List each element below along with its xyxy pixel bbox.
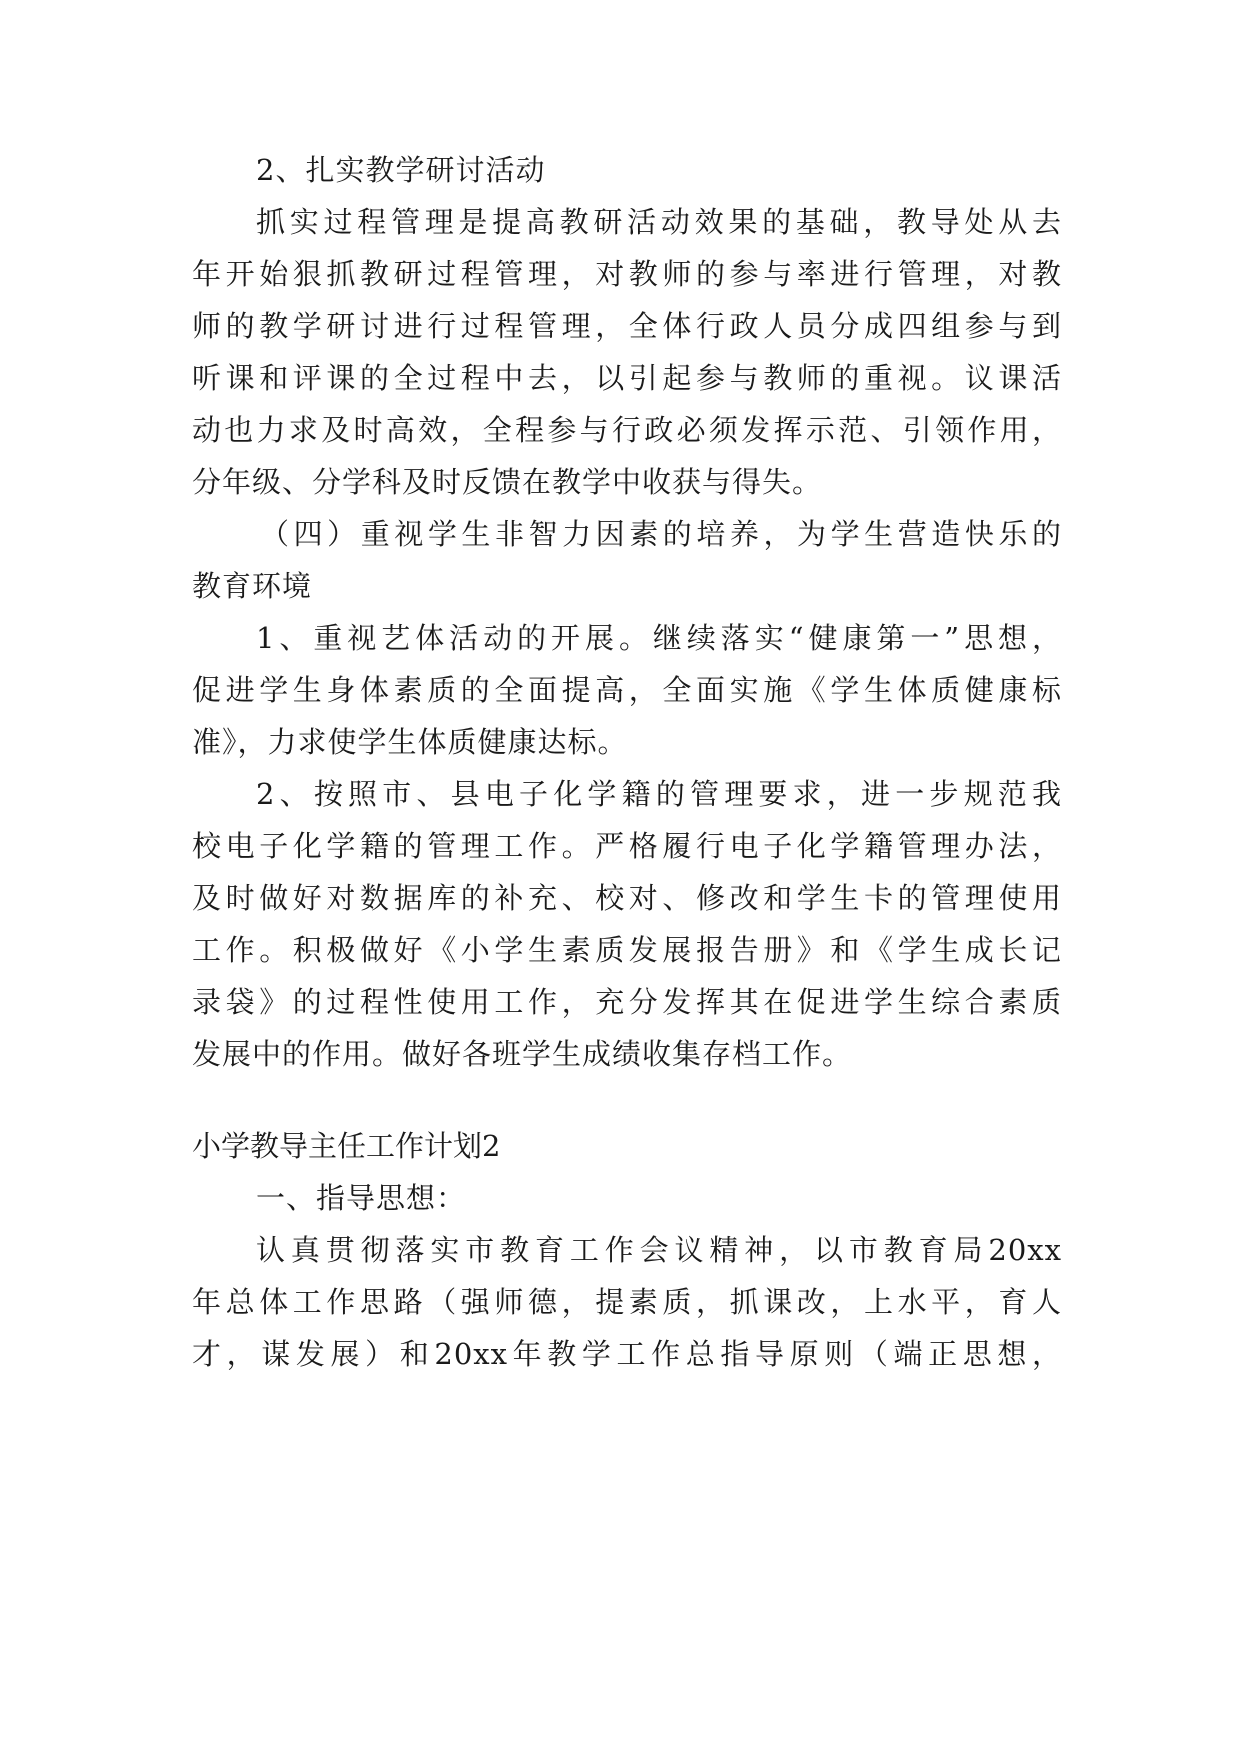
document-title: 小学教导主任工作计划2 (192, 1129, 501, 1163)
section-heading-non-intellectual: （四）重视学生非智力因素的培养，为学生营造快乐的 (260, 517, 1062, 551)
paragraph-line: 分年级、分学科及时反馈在教学中收获与得失。 (192, 465, 823, 499)
paragraph-line: 促进学生身体素质的全面提高，全面实施《学生体质健康标 (192, 673, 1062, 707)
paragraph-line: 2、按照市、县电子化学籍的管理要求，进一步规范我 (256, 777, 1062, 811)
paragraph-line: 抓实过程管理是提高教研活动效果的基础，教导处从去 (256, 205, 1062, 239)
paragraph-line: 录袋》的过程性使用工作，充分发挥其在促进学生综合素质 (192, 985, 1062, 1019)
paragraph-line: 才，谋发展）和20xx年教学工作总指导原则（端正思想， (192, 1337, 1062, 1371)
paragraph-line: 认真贯彻落实市教育工作会议精神，以市教育局20xx (256, 1233, 1062, 1267)
paragraph-line: 1、重视艺体活动的开展。继续落实“健康第一”思想， (256, 621, 1062, 655)
section-heading-continuation: 教育环境 (192, 569, 313, 603)
paragraph-line: 工作。积极做好《小学生素质发展报告册》和《学生成长记 (192, 933, 1062, 967)
paragraph-line: 年总体工作思路（强师德，提素质，抓课改，上水平，育人 (192, 1285, 1062, 1319)
paragraph-line: 校电子化学籍的管理工作。严格履行电子化学籍管理办法， (192, 829, 1062, 863)
section-heading-teaching-research: 2、扎实教学研讨活动 (256, 153, 546, 187)
paragraph-line: 发展中的作用。做好各班学生成绩收集存档工作。 (192, 1037, 853, 1071)
section-heading-guiding-ideology: 一、指导思想： (256, 1181, 467, 1215)
paragraph-line: 年开始狠抓教研过程管理，对教师的参与率进行管理，对教 (192, 257, 1062, 291)
paragraph-line: 动也力求及时高效，全程参与行政必须发挥示范、引领作用， (192, 413, 1062, 447)
paragraph-line: 准》，力求使学生体质健康达标。 (192, 725, 628, 759)
paragraph-line: 师的教学研讨进行过程管理，全体行政人员分成四组参与到 (192, 309, 1062, 343)
paragraph-line: 及时做好对数据库的补充、校对、修改和学生卡的管理使用 (192, 881, 1062, 915)
paragraph-line: 听课和评课的全过程中去，以引起参与教师的重视。议课活 (192, 361, 1062, 395)
